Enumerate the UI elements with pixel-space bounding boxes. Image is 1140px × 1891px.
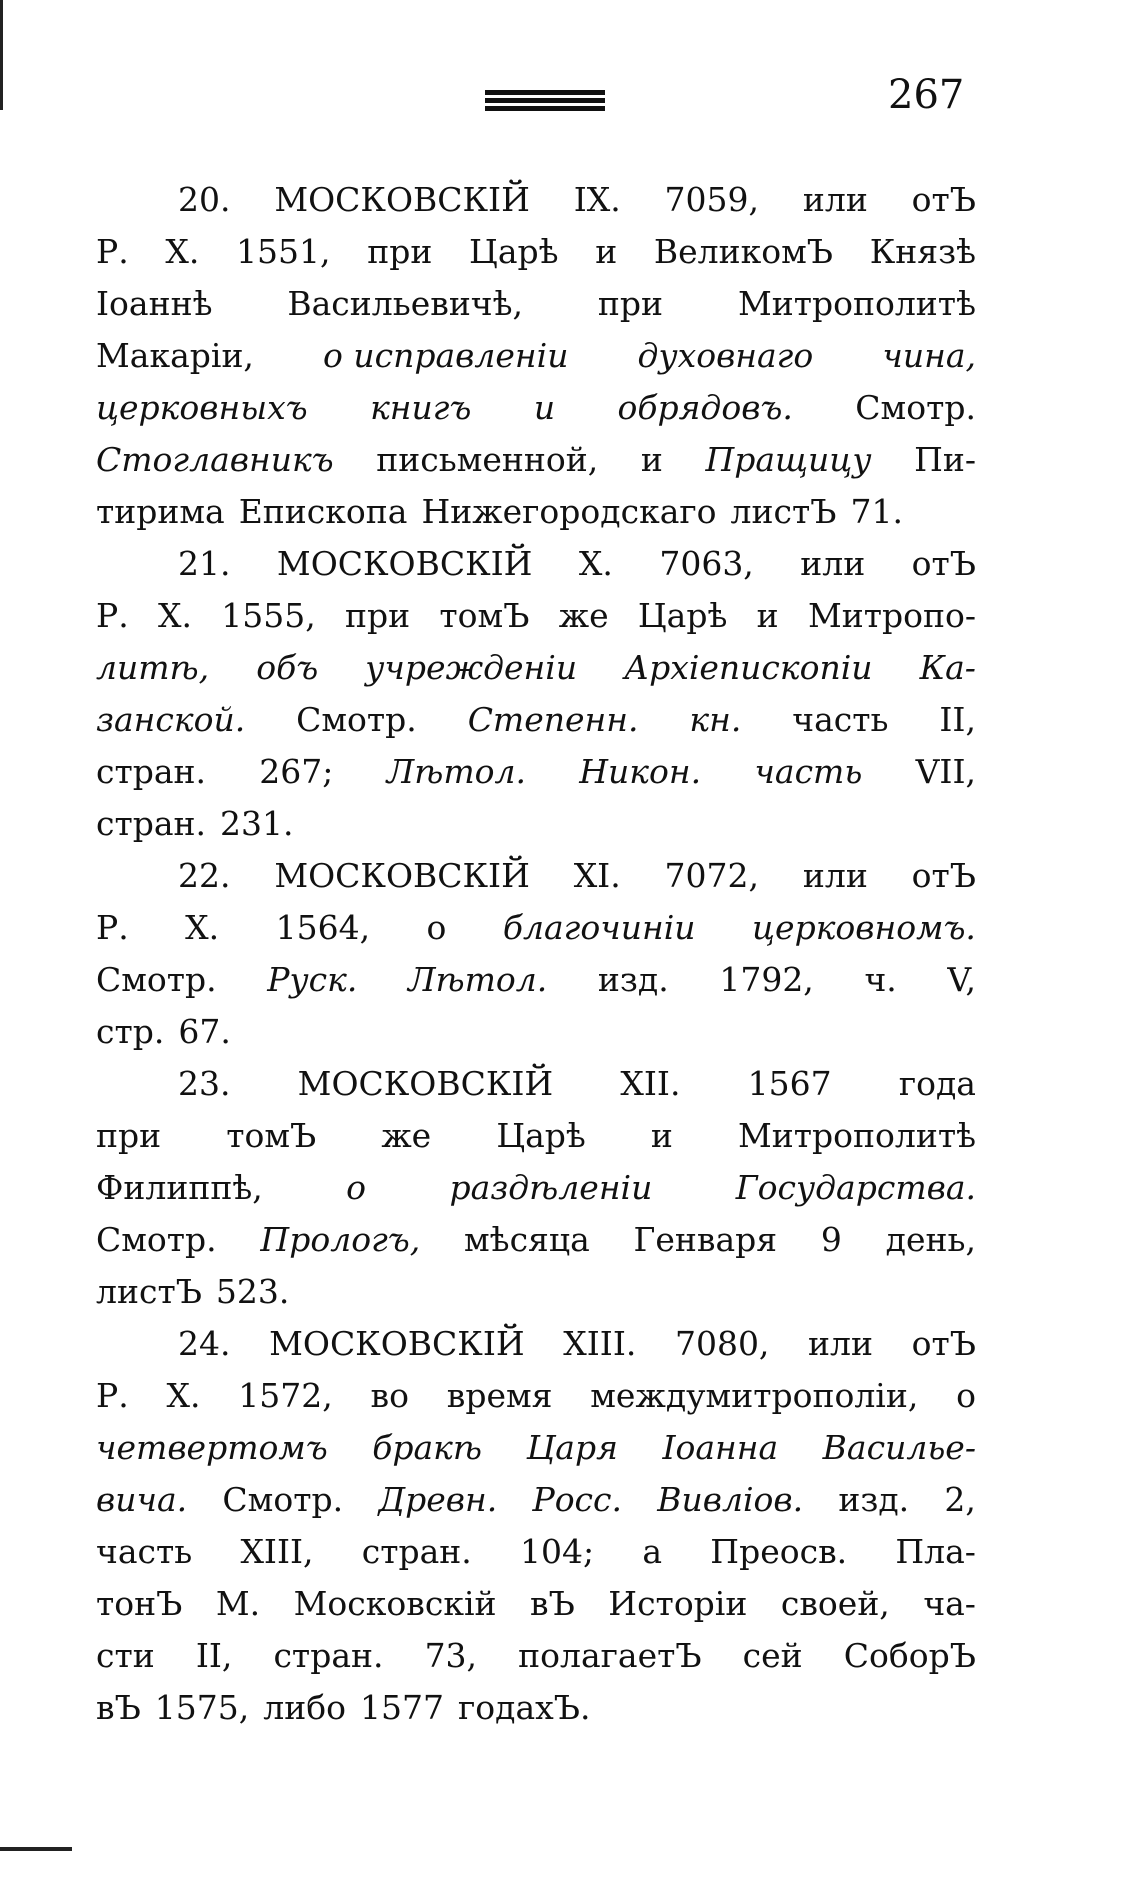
- word: II,: [195, 1636, 233, 1675]
- text-line: [96, 278, 976, 330]
- text-line: [96, 1474, 976, 1526]
- word: 1564,: [275, 908, 371, 947]
- word: часть: [96, 1532, 193, 1571]
- word: листЪ: [730, 492, 837, 531]
- text-line: [96, 226, 976, 278]
- word: при: [96, 1116, 162, 1155]
- word: литѣ,: [96, 648, 210, 687]
- word: 1567: [747, 1064, 832, 1103]
- word: отЪ: [911, 544, 976, 583]
- word: Смотр.: [96, 960, 217, 999]
- word: Пи-: [914, 440, 976, 479]
- word: занской.: [96, 700, 246, 739]
- word: IX.: [573, 180, 621, 219]
- word: или: [808, 1324, 873, 1363]
- word: Вивліов.: [657, 1480, 804, 1519]
- text-line: [96, 1370, 976, 1422]
- text-line: [96, 902, 976, 954]
- word: стран.: [96, 804, 207, 843]
- word: а: [642, 1532, 663, 1571]
- word: о: [346, 1168, 367, 1207]
- word: Царѣ: [637, 596, 728, 635]
- word: Царѣ: [469, 232, 559, 271]
- word: XI.: [573, 856, 621, 895]
- word: Митрополитѣ: [737, 1116, 976, 1155]
- word: о: [956, 1376, 976, 1415]
- word: МОСКОВСКІЙ: [297, 1064, 554, 1103]
- word: о: [426, 908, 447, 947]
- word: кн.: [689, 700, 742, 739]
- word: 1551,: [236, 232, 331, 271]
- word: изд.: [838, 1480, 910, 1519]
- word: 2,: [944, 1480, 976, 1519]
- word: отЪ: [911, 856, 976, 895]
- entry-paragraph: [96, 174, 976, 538]
- word: 22.: [178, 856, 231, 895]
- word: Князѣ: [869, 232, 976, 271]
- text-line: [96, 486, 976, 538]
- word: Пла-: [895, 1532, 976, 1571]
- word: Никон.: [579, 752, 702, 791]
- word: междумитрополіи,: [590, 1376, 919, 1415]
- word: о исправленіи: [323, 336, 569, 375]
- word: Государства.: [735, 1168, 976, 1207]
- word: 7080,: [674, 1324, 770, 1363]
- word: Росс.: [532, 1480, 623, 1519]
- word: 1555,: [221, 596, 316, 635]
- word: Архіепископіи: [624, 648, 873, 687]
- word: четвертомъ: [96, 1428, 328, 1467]
- word: обрядовъ.: [617, 388, 793, 427]
- word: годахЪ.: [457, 1688, 591, 1727]
- text-line: [96, 798, 976, 850]
- word: церковномъ.: [752, 908, 976, 947]
- word: СоборЪ: [843, 1636, 976, 1675]
- word: Древн.: [378, 1480, 498, 1519]
- word: Митропо-: [807, 596, 976, 635]
- text-line: [96, 1214, 976, 1266]
- word: Стоглавникъ: [96, 440, 334, 479]
- word: объ: [256, 648, 319, 687]
- word: 1792,: [719, 960, 814, 999]
- word: 9: [820, 1220, 842, 1259]
- word: тирима: [96, 492, 225, 531]
- word: II,: [939, 700, 976, 739]
- word: и: [640, 440, 663, 479]
- word: Филиппѣ,: [96, 1168, 263, 1207]
- word: Х.: [578, 544, 613, 583]
- word: 7063,: [659, 544, 754, 583]
- word: 23.: [178, 1064, 231, 1103]
- word: томЪ: [439, 596, 530, 635]
- text-line: [96, 330, 976, 382]
- word: часть: [792, 700, 889, 739]
- word: XIII.: [563, 1324, 637, 1363]
- word: 1572,: [238, 1376, 333, 1415]
- text-line: [96, 1266, 976, 1318]
- word: листЪ: [96, 1272, 202, 1311]
- word: письменной,: [376, 440, 599, 479]
- word: сти: [96, 1636, 155, 1675]
- word: Степенн.: [467, 700, 639, 739]
- word: Х.: [166, 1376, 201, 1415]
- entry-paragraph: [96, 1058, 976, 1318]
- text-line: [96, 694, 976, 746]
- word: же: [381, 1116, 432, 1155]
- word: стр.: [96, 1012, 165, 1051]
- word: отЪ: [911, 180, 976, 219]
- word: 73,: [424, 1636, 478, 1675]
- word: Прологъ,: [260, 1220, 421, 1259]
- word: Х.: [157, 596, 192, 635]
- text-line: [96, 590, 976, 642]
- text-line: [96, 850, 976, 902]
- word: 1575,: [154, 1688, 250, 1727]
- word: Царя: [526, 1428, 618, 1467]
- page-edge-mark-bottom: [0, 1847, 72, 1851]
- word: М.: [215, 1584, 261, 1623]
- text-line: [96, 1006, 976, 1058]
- text-line: [96, 642, 976, 694]
- word: Смотр.: [855, 388, 976, 427]
- word: Васильевичѣ,: [287, 284, 524, 323]
- word: во: [370, 1376, 409, 1415]
- word: Р.: [96, 596, 129, 635]
- text-line: [96, 382, 976, 434]
- word: своей,: [780, 1584, 890, 1623]
- word: учрежденіи: [365, 648, 578, 687]
- word: стран.: [361, 1532, 472, 1571]
- word: стран.: [273, 1636, 384, 1675]
- word: Р.: [96, 1376, 129, 1415]
- word: 7059,: [664, 180, 760, 219]
- word: или: [802, 180, 868, 219]
- word: раздѣленіи: [449, 1168, 653, 1207]
- word: МОСКОВСКІЙ: [269, 1324, 525, 1363]
- word: Ка-: [919, 648, 976, 687]
- word: томЪ: [226, 1116, 317, 1155]
- word: и: [595, 232, 618, 271]
- text-line: [96, 1630, 976, 1682]
- word: Нижегородскаго: [421, 492, 717, 531]
- word: VII,: [915, 752, 976, 791]
- word: Епископа: [238, 492, 408, 531]
- word: Исторіи: [608, 1584, 748, 1623]
- word: Макаріи,: [96, 336, 254, 375]
- word: либо: [263, 1688, 346, 1727]
- word: года: [898, 1064, 976, 1103]
- word: Смотр.: [96, 1220, 217, 1259]
- word: Митрополитѣ: [737, 284, 976, 323]
- text-line: [96, 1526, 976, 1578]
- text-line: [96, 174, 976, 226]
- word: Смотр.: [222, 1480, 344, 1519]
- word: МОСКОВСКІЙ: [274, 856, 530, 895]
- entry-paragraph: [96, 538, 976, 850]
- word: мѣсяца: [464, 1220, 590, 1259]
- word: при: [367, 232, 433, 271]
- word: духовнаго: [637, 336, 814, 375]
- word: ч.: [864, 960, 897, 999]
- word: или: [802, 856, 868, 895]
- word: Р.: [96, 232, 129, 271]
- word: изд.: [597, 960, 669, 999]
- word: Смотр.: [296, 700, 417, 739]
- word: бракѣ: [372, 1428, 482, 1467]
- word: Руск.: [267, 960, 358, 999]
- word: Іоанна: [662, 1428, 779, 1467]
- word: вЪ: [96, 1688, 141, 1727]
- word: Царѣ: [496, 1116, 586, 1155]
- word: Х.: [185, 908, 220, 947]
- word: при: [345, 596, 411, 635]
- text-line: [96, 1058, 976, 1110]
- word: и: [756, 596, 779, 635]
- word: 20.: [178, 180, 231, 219]
- word: отЪ: [911, 1324, 976, 1363]
- word: V,: [947, 960, 976, 999]
- text-line: [96, 1318, 976, 1370]
- word: день,: [885, 1220, 976, 1259]
- word: вича.: [96, 1480, 188, 1519]
- entry-paragraph: [96, 1318, 976, 1734]
- word: и: [533, 388, 556, 427]
- word: полагаетЪ: [518, 1636, 702, 1675]
- word: Василье-: [822, 1428, 976, 1467]
- word: часть: [754, 752, 863, 791]
- text-line: [96, 1422, 976, 1474]
- text-line: [96, 434, 976, 486]
- word: вЪ: [530, 1584, 575, 1623]
- text-line: [96, 1682, 976, 1734]
- word: 21.: [178, 544, 231, 583]
- word: тонЪ: [96, 1584, 183, 1623]
- word: 1577: [359, 1688, 444, 1727]
- text-block: [96, 174, 976, 1734]
- text-line: [96, 1162, 976, 1214]
- text-line: [96, 746, 976, 798]
- word: 523.: [215, 1272, 290, 1311]
- word: стран.: [96, 752, 207, 791]
- word: 267;: [259, 752, 334, 791]
- word: ча-: [923, 1584, 976, 1623]
- word: МОСКОВСКІЙ: [274, 180, 530, 219]
- word: Московскій: [293, 1584, 497, 1623]
- word: 231.: [220, 804, 294, 843]
- word: время: [446, 1376, 553, 1415]
- word: книгъ: [370, 388, 472, 427]
- word: 67.: [178, 1012, 231, 1051]
- page-number: 267: [888, 72, 965, 118]
- word: 104;: [520, 1532, 595, 1571]
- page-edge-mark: [0, 0, 3, 110]
- word: Лѣтол.: [386, 752, 526, 791]
- word: Х.: [165, 232, 200, 271]
- word: Іоаннѣ: [96, 284, 213, 323]
- word: церковныхъ: [96, 388, 308, 427]
- word: МОСКОВСКІЙ: [276, 544, 533, 583]
- word: сей: [742, 1636, 803, 1675]
- word: же: [558, 596, 609, 635]
- word: Р.: [96, 908, 129, 947]
- word: или: [800, 544, 866, 583]
- word: Пращицу: [705, 440, 872, 479]
- text-line: [96, 1110, 976, 1162]
- word: 71.: [850, 492, 903, 531]
- word: Генваря: [633, 1220, 778, 1259]
- word: 7072,: [664, 856, 760, 895]
- headpiece-ornament: [485, 90, 605, 115]
- word: Преосв.: [710, 1532, 848, 1571]
- word: 24.: [178, 1324, 231, 1363]
- entry-paragraph: [96, 850, 976, 1058]
- word: при: [597, 284, 664, 323]
- word: ВеликомЪ: [653, 232, 834, 271]
- text-line: [96, 1578, 976, 1630]
- word: Лѣтол.: [407, 960, 548, 999]
- word: чина,: [882, 336, 976, 375]
- word: XIII,: [240, 1532, 314, 1571]
- word: XII.: [620, 1064, 681, 1103]
- text-line: [96, 538, 976, 590]
- text-line: [96, 954, 976, 1006]
- word: благочиніи: [502, 908, 696, 947]
- word: и: [650, 1116, 673, 1155]
